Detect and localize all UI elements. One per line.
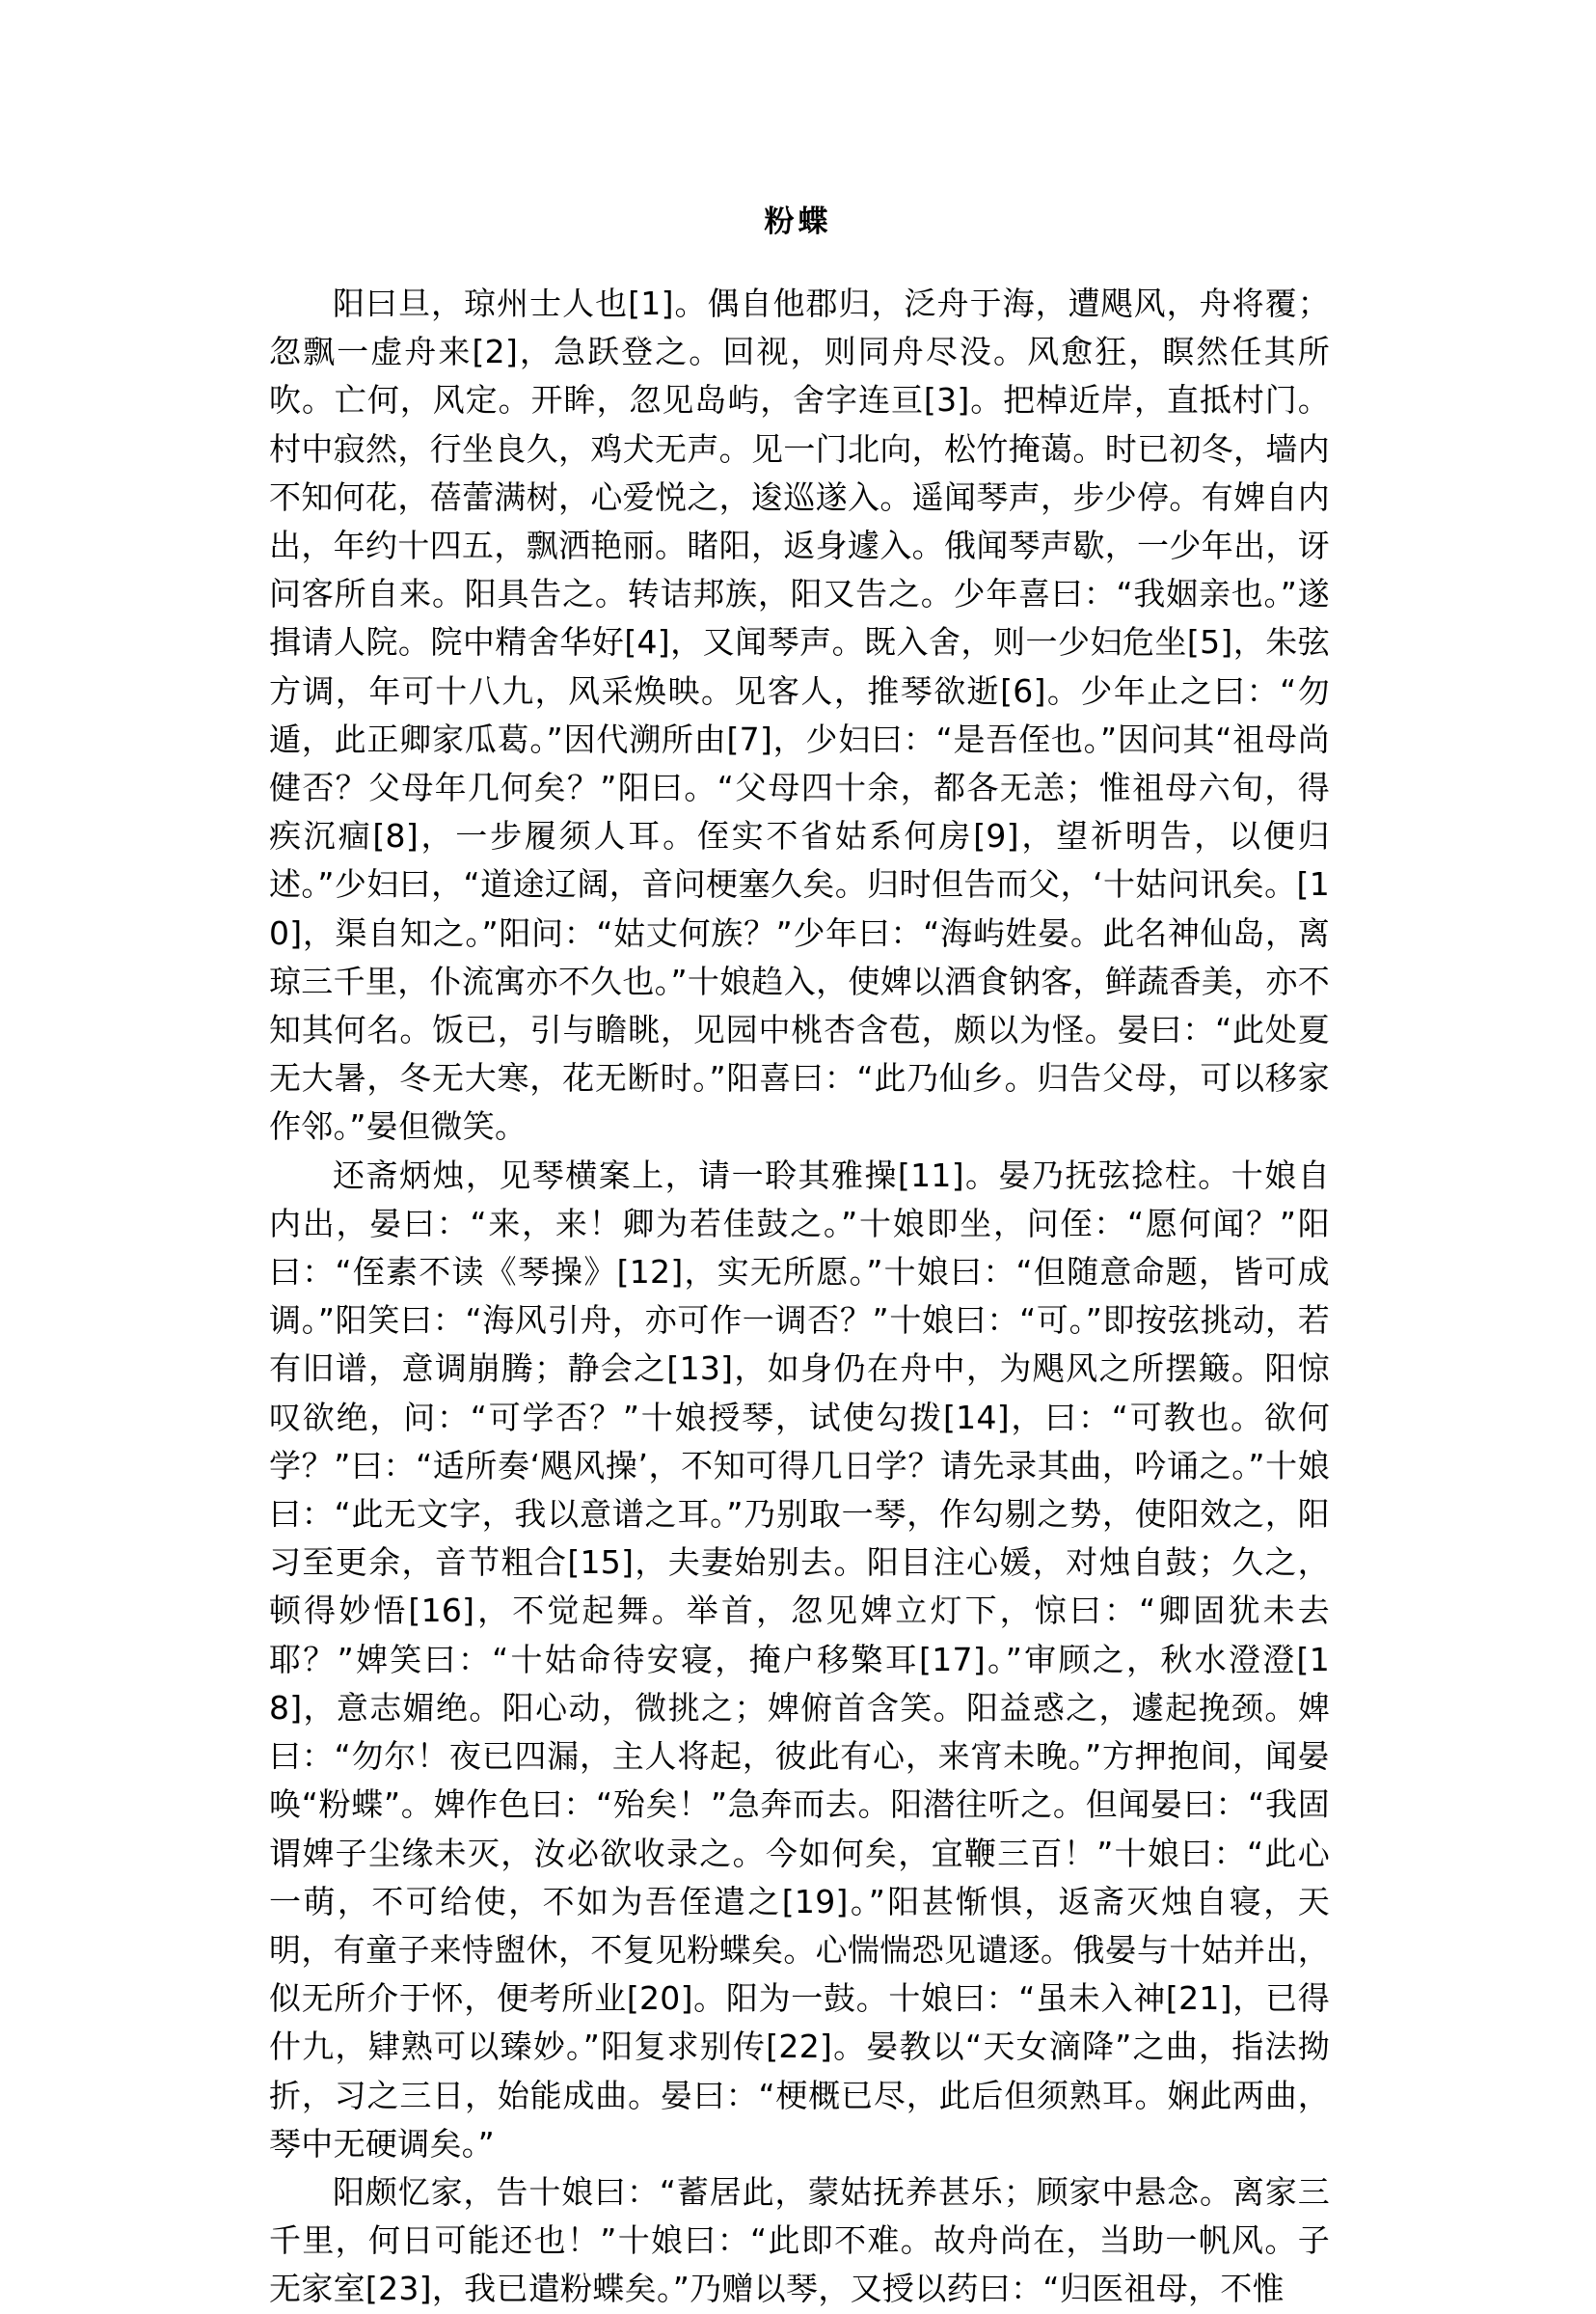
page-title: 粉蝶 — [764, 204, 832, 239]
story-body — [269, 280, 1330, 2314]
paragraph-2: 还斋炳烛，见琴横案上，请一聆其雅操[11]。晏乃抚弦捻柱。十娘自内出，晏曰：“来，来！卿为若佳鼓之。”十娘即坐，问侄：“愿何闻？”阳曰：“侄素不读《琴操》[12]，实无所愿。”十娘曰：“但随意命题，皆可成调。”阳笑曰：“海风引舟，亦可作一调否？”十娘曰：“可。”即按弦挑动，若有旧谱，意调崩腾；静会之[13]，如身仍在舟中，为飓风之所摆簸。阳惊叹欲绝，问：“可学否？”十娘授琴，试使勾拨[14]，曰：“可教也。欲何学？”曰：“适所奏‘飓风操’，不知可得几日学？请先录其曲，吟诵之。”十娘曰：“此无文字，我以意谱之耳。”乃别取一琴，作勾剔之势，使阳效之，阳习至更余，音节粗合[15]，夫妻始别去。阳目注心媛，对烛自鼓；久之，顿得妙悟[16]，不觉起舞。举首，忽见婢立灯下，惊曰：“卿固犹未去耶？”婢笑曰：“十姑命待安寝，掩户移檠耳[17]。”审顾之，秋水澄澄[18]，意志媚绝。阳心动，微挑之；婢俯首含笑。阳益惑之，遽起挽颈。婢曰：“勿尔！夜已四漏，主人将起，彼此有心，来宵未晚。”方押抱间，闻晏唤“粉蝶”。婢作色曰：“殆矣！”急奔而去。阳潜往听之。但闻晏曰：“我固谓婢子尘缘未灭，汝必欲收录之。今如何矣，宜鞭三百！”十娘曰：“此心一萌，不可给使，不如为吾侄遣之[19]。”阳甚惭惧，返斋灭烛自寝，天明，有童子来恃盥休，不复见粉蝶矣。心惴惴恐见谴逐。俄晏与十姑并出，似无所介于怀，便考所业[20]。阳为一鼓。十娘曰：“虽未入神[21]，已得什九，肄熟可以臻妙。”阳复求别传[22]。晏教以“天女滴降”之曲，指法拗折，习之三日，始能成曲。晏曰：“梗概已尽，此后但须熟耳。娴此两曲，琴中无硬调矣。” — [269, 1156, 1330, 2163]
paragraph-1: 阳曰旦，琼州士人也[1]。偶自他郡归，泛舟于海，遭飓风，舟将覆；忽飘一虚舟来[2]，急跃登之。回视，则同舟尽没。风愈狂，瞑然任其所吹。亡何，风定。开眸，忽见岛屿，舍字连亘[3]。把棹近岸，直抵村门。村中寂然，行坐良久，鸡犬无声。见一门北向，松竹掩蔼。时已初冬，墙内不知何花，蓓蕾满树，心爱悦之，逡巡遂入。遥闻琴声，步少停。有婢自内出，年约十四五，飘洒艳丽。睹阳，返身遽入。俄闻琴声歇，一少年出，讶问客所自来。阳具告之。转诘邦族，阳又告之。少年喜曰：“我姻亲也。”遂揖请人院。院中精舍华好[4]，又闻琴声。既入舍，则一少妇危坐[5]，朱弦方调，年可十八九，风采焕映。见客人，推琴欲逝[6]。少年止之曰：“勿遁，此正卿家瓜葛。”因代溯所由[7]，少妇曰：“是吾侄也。”因问其“祖母尚健否？父母年几何矣？”阳曰。“父母四十余，都各无恙；惟祖母六旬，得疾沉痼[8]，一步履须人耳。侄实不省姑系何房[9]，望祈明告，以便归述。”少妇曰，“道途辽阔，音问梗塞久矣。归时但告而父，‘十姑问讯矣。[10]，渠自知之。”阳问：“姑丈何族？”少年曰：“海屿姓晏。此名神仙岛，离琼三千里，仆流寓亦不久也。”十娘趋入，使婢以酒食钠客，鲜蔬香美，亦不知其何名。饭已，引与瞻眺，见园中桃杏含苞，颇以为怪。晏曰：“此处夏无大暑，冬无大寒，花无断时。”阳喜曰：“此乃仙乡。归告父母，可以移家作邻。”晏但微笑。 — [269, 285, 1330, 1146]
paragraph-3: 阳颇忆家，告十娘曰：“蓄居此，蒙姑抚养甚乐；顾家中悬念。离家三千里，何日可能还也！”十娘曰：“此即不难。故舟尚在，当助一帆风。子无家室[23]，我已遣粉蝶矣。”乃赠以琴，又授以药曰：“归医祖母，不惟 — [269, 2172, 1330, 2308]
